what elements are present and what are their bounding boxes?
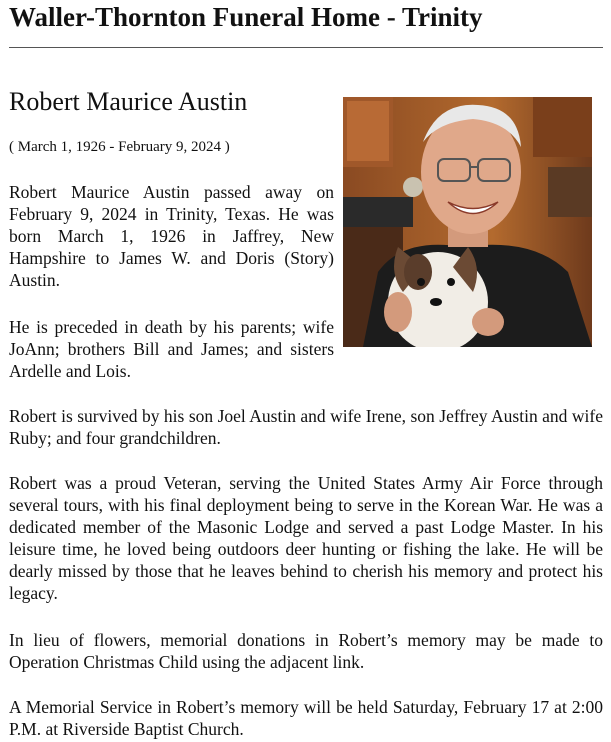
obituary-paragraph-6: A Memorial Service in Robert’s memory will be held Saturday, February 17 at 2:00 P.M. at Riverside Baptist Church. [9,697,603,739]
portrait-photo [343,97,592,347]
obituary-paragraph-1: Robert Maurice Austin passed away on February 9, 2024 in Trinity, Texas. He was born March 1, 1926 in Jaffrey, New Hampshire to James W. and Doris (Story) Austin. [9,182,334,290]
site-title: Waller-Thornton Funeral Home - Trinity [9,2,483,32]
obituary-paragraph-4: Robert was a proud Veteran, serving the United States Army Air Force through several tours, with his final deployment being to serve in the Korean War. He was a dedicated member of the Masonic Lodge and served a past Lodge Master. In his leisure time, he loved being outdoors deer hunting or fishing the lake. He will be dearly missed by those that he leaves behind to cherish his memory and protect his legacy. [9,473,603,603]
obituary-paragraph-2: He is preceded in death by his parents; wife JoAnn; brothers Bill and James; and sisters Ardelle and Lois. [9,317,334,381]
life-dates: ( March 1, 1926 - February 9, 2024 ) [9,139,230,155]
obituary-paragraph-3: Robert is survived by his son Joel Austin and wife Irene, son Jeffrey Austin and wife Ruby; and four grandchildren. [9,406,603,448]
deceased-name: Robert Maurice Austin [9,87,248,116]
obituary-paragraph-5: In lieu of flowers, memorial donations in Robert’s memory may be made to Operation Christmas Child using the adjacent link. [9,630,603,672]
header-divider [9,47,603,48]
